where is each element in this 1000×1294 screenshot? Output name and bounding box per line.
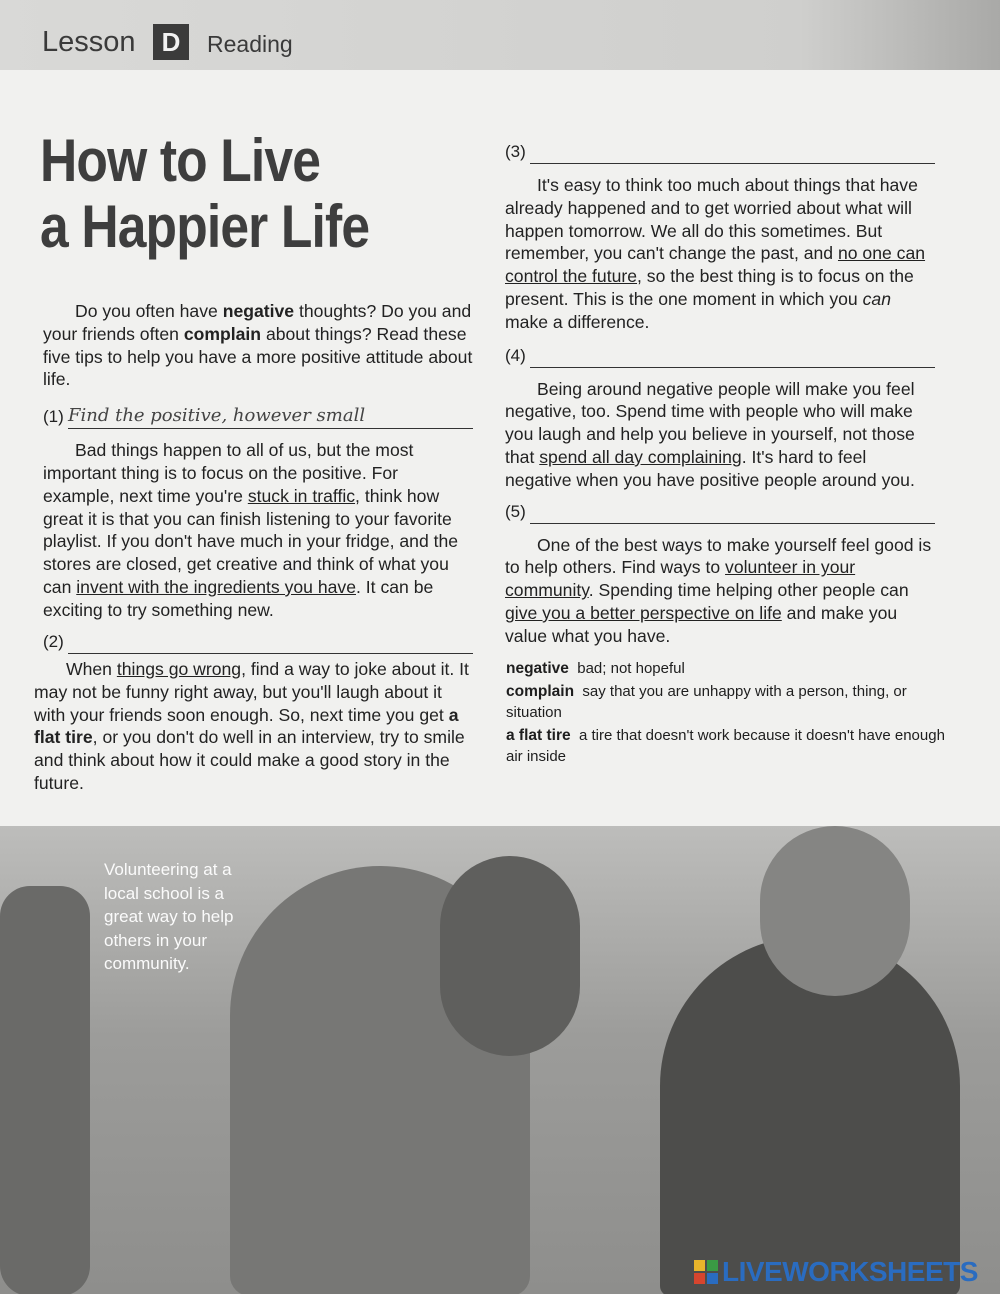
tip-1-paragraph: Bad things happen to all of us, but the most important thing is to focus on the positive. For example, next time you're stuck in traffic, think how great it is that you can finish listening to your favorite playlist. If you don't have much in your fridge, and the stores are closed, get creative and think of what you can invent with the ingredients you have. It can be exciting to try something new.: [43, 440, 459, 620]
tip-5-number: (5): [505, 501, 526, 521]
glossary-entry: [506, 725, 946, 767]
section-label: Reading: [207, 31, 293, 57]
glossary-term: negative: [506, 660, 569, 677]
glossary-definition: say that you are unhappy with a person, thing, or situation: [506, 683, 907, 721]
photo-caption: Volunteering at a local school is a great way to help others in your community.: [104, 860, 234, 973]
left-column: [43, 300, 473, 656]
tip-2-heading: [43, 630, 473, 656]
tip-3-answer-line[interactable]: [530, 163, 935, 164]
lesson-label: Lesson: [42, 26, 136, 58]
tip-4-heading: [505, 344, 935, 370]
tip-2-paragraph: When things go wrong, find a way to joke about it. It may not be funny right away, but you'll laugh about it with your friends soon enough. So, next time you get a flat tire, or you don't do well in an interview, try to smile and think about how it could make a good story in the future.: [34, 659, 469, 793]
glossary-definition: bad; not hopeful: [577, 660, 685, 677]
tip-3-heading: [505, 140, 935, 166]
photo-figure-left: [0, 886, 90, 1294]
glossary-entry: [506, 658, 946, 679]
glossary-entry: [506, 681, 946, 723]
title-line-2: a Happier Life: [40, 193, 370, 260]
tip-3-number: (3): [505, 142, 526, 162]
tip-2-answer-line[interactable]: [68, 653, 473, 654]
lesson-letter-badge: D: [153, 24, 189, 60]
tip-1-number: (1): [43, 407, 64, 427]
intro-paragraph: Do you often have negative thoughts? Do you and your friends often complain about things? Read these five tips to help you have a more positive attitude about life.: [43, 301, 473, 390]
lesson-header: [0, 0, 1000, 70]
liveworksheets-brand: LIVEWORKSHEETS: [722, 1256, 978, 1287]
tip-3-paragraph: It's easy to think too much about things that have already happened and to get worried about what will happen tomorrow. We all do this sometimes. But remember, you can't change the past, and no one can control the future, so the best thing is to focus on the present. This is the one moment in which you can make a difference.: [505, 175, 926, 332]
tip-4-answer-line[interactable]: [530, 367, 935, 368]
glossary-term: complain: [506, 683, 575, 700]
glossary-definition: a tire that doesn't work because it doesn't have enough air inside: [506, 727, 945, 765]
tip-1-answer-line[interactable]: [68, 428, 473, 429]
glossary: [506, 658, 946, 769]
tip-2-number: (2): [43, 631, 64, 651]
tip-1-answer: Find the positive, however small: [68, 405, 366, 427]
right-column: [505, 140, 935, 648]
photo-figure-woman: [760, 826, 910, 996]
tip-5-paragraph: One of the best ways to make yourself feel good is to help others. Find ways to volunteer in your community. Spending time helping other people can give you a better perspective on life and make you value what you have.: [505, 534, 932, 646]
tip-5-answer-line[interactable]: [530, 523, 935, 524]
title-line-1: How to Live: [40, 127, 321, 194]
tip-1-heading: [43, 405, 473, 431]
tip-4-number: (4): [505, 345, 526, 365]
article-title: [40, 128, 410, 260]
glossary-term: a flat tire: [506, 727, 571, 744]
tip-5-heading: [505, 500, 935, 526]
tip-2-body: [34, 658, 474, 795]
tip-4-paragraph: Being around negative people will make you feel negative, too. Spend time with people who will make you laugh and help you believe in yourself, not those that spend all day complaining. It's hard to feel negative when you have positive people around you.: [505, 378, 915, 490]
liveworksheets-logo-icon: [694, 1260, 718, 1284]
photo-figure-child: [440, 856, 580, 1056]
